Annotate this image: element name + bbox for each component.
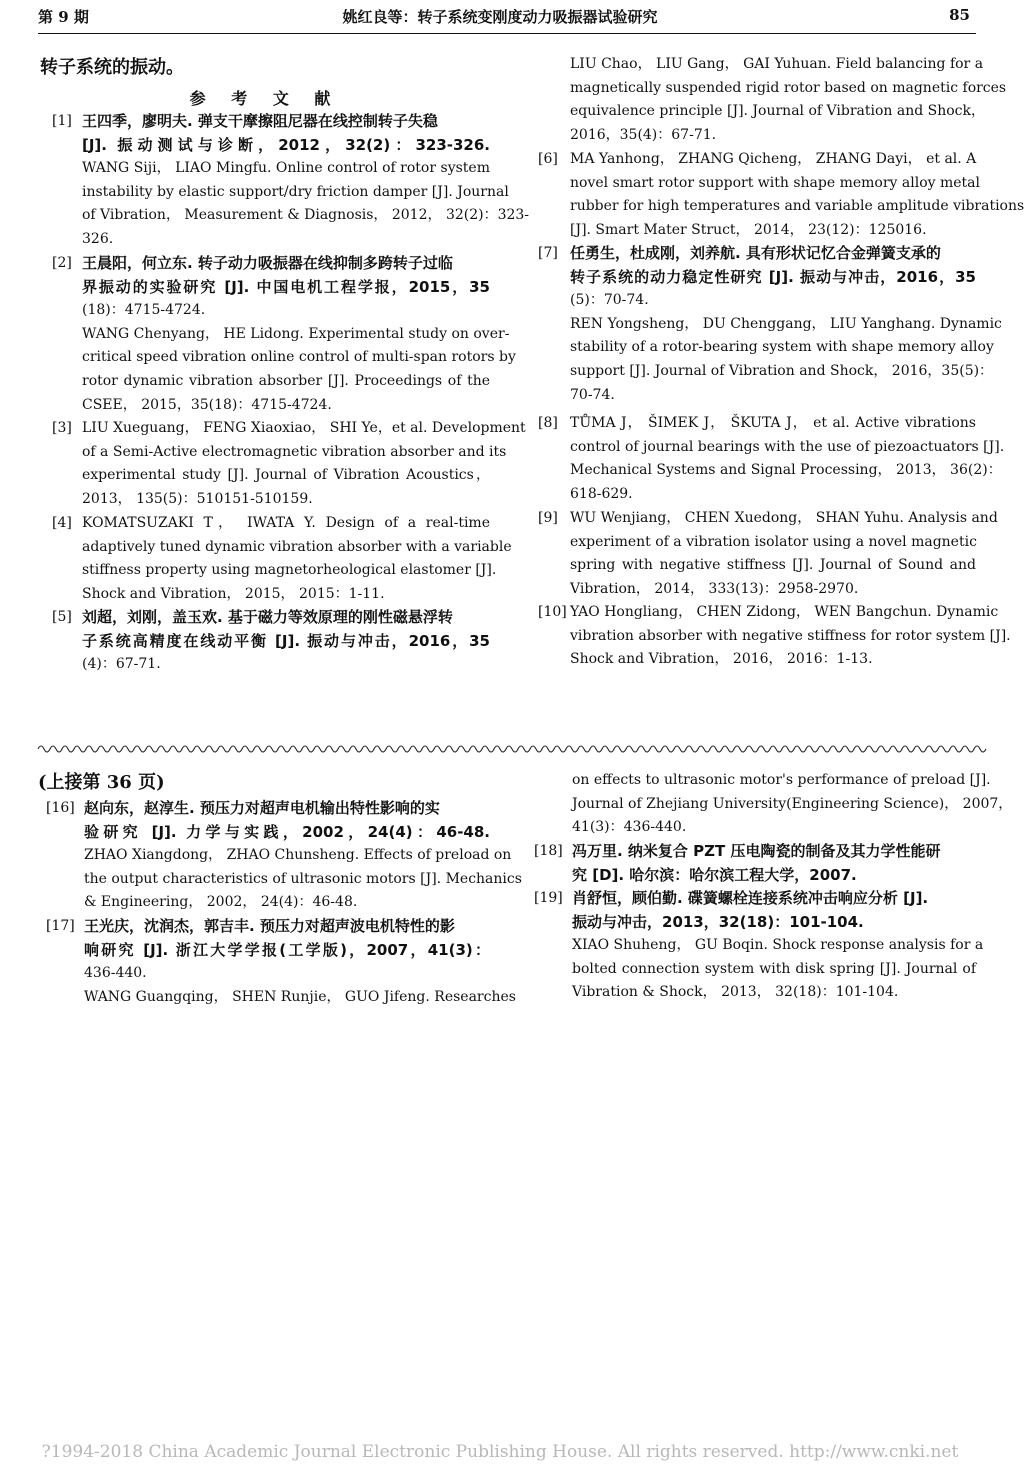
reference-line: (5)：70-74. bbox=[570, 292, 649, 309]
reference-line: 转子系统的动力稳定性研究 [J]. 振动与冲击，2016，35 bbox=[570, 267, 976, 286]
reference-line: 子系统高精度在线动平衡 [J]. 振动与冲击，2016，35 bbox=[82, 631, 490, 650]
reference-number: [9] bbox=[538, 510, 558, 526]
reference-line: magnetically suspended rigid rotor based on magnetic forces bbox=[570, 79, 1007, 96]
continued-from-label: (上接第 36 页) bbox=[38, 772, 165, 793]
reference-line: [J]. Smart Mater Struct， 2014， 23(12)：125016. bbox=[570, 221, 927, 238]
reference-line: spring with negative stiffness [J]. Journal of Sound and bbox=[570, 557, 976, 574]
reference-line: 2013， 135(5)：510151-510159. bbox=[82, 490, 313, 507]
reference-line: 70-74. bbox=[570, 386, 615, 403]
reference-line: Shock and Vibration， 2015， 2015：1-11. bbox=[82, 585, 385, 602]
reference-line: of Vibration， Measurement & Diagnosis， 2012， 32(2)：323- bbox=[82, 207, 530, 224]
reference-line: experimental study [J]. Journal of Vibration Acoustics， bbox=[82, 467, 490, 484]
reference-line: CSEE， 2015，35(18)：4715-4724. bbox=[82, 396, 332, 413]
reference-line: critical speed vibration online control of multi-span rotors by bbox=[82, 349, 516, 366]
references-title: 参 考 文 献 bbox=[189, 89, 341, 108]
reference-line: novel smart rotor support with shape memory alloy metal bbox=[570, 174, 980, 191]
reference-line: TŮMA J， ŠIMEK J， ŠKUTA J， et al. Active vibrations bbox=[570, 415, 976, 431]
reference-line: 肖舒恒，顾伯勤. 碟簧螺栓连接系统冲击响应分析 [J]. bbox=[572, 889, 929, 907]
reference-line: LIU Chao， LIU Gang， GAI Yuhuan. Field balancing for a bbox=[570, 56, 984, 72]
reference-line: control of journal bearings with the use of piezoactuators [J]. bbox=[570, 438, 1005, 455]
reference-line: on effects to ultrasonic motor's performance of preload [J]. bbox=[572, 772, 991, 788]
reference-item bbox=[538, 148, 1024, 242]
reference-line: Shock and Vibration， 2016， 2016：1-13. bbox=[570, 651, 873, 668]
page-number: 85 bbox=[949, 6, 970, 24]
running-title: 姚红良等：转子系统变刚度动力吸振器试验研究 bbox=[342, 8, 658, 26]
reference-line: 刘超，刘刚，盖玉欢. 基于磁力等效原理的刚性磁悬浮转 bbox=[82, 608, 453, 626]
reference-line: 618-629. bbox=[570, 485, 633, 502]
reference-line: vibration absorber with negative stiffness for rotor system [J]. bbox=[570, 627, 1011, 644]
reference-line: & Engineering， 2002， 24(4)：46-48. bbox=[84, 894, 358, 911]
reference-item bbox=[52, 417, 526, 511]
section-divider bbox=[38, 742, 976, 756]
reference-number: [19] bbox=[534, 890, 563, 906]
reference-item bbox=[52, 110, 530, 252]
reference-line: 响研究 [J]. 浙江大学学报(工学版)，2007，41(3)： bbox=[84, 940, 490, 959]
reference-line: MA Yanhong， ZHANG Qicheng， ZHANG Dayi， et al. A bbox=[570, 151, 977, 167]
reference-line: (4)：67-71. bbox=[82, 656, 161, 673]
reference-line: 究 [D]. 哈尔滨：哈尔滨工程大学，2007. bbox=[572, 865, 857, 884]
reference-line: WANG Guangqing， SHEN Runjie， GUO Jifeng. Researches bbox=[84, 988, 516, 1005]
lead-text: 转子系统的振动。 bbox=[40, 57, 184, 78]
reference-line: rubber for high temperatures and variable amplitude vibrations bbox=[570, 198, 1024, 215]
reference-item bbox=[46, 915, 516, 1009]
reference-line: Mechanical Systems and Signal Processing， 2013， 36(2)： bbox=[570, 462, 1002, 479]
reference-number: [8] bbox=[538, 415, 558, 431]
reference-line: 2016，35(4)：67-71. bbox=[570, 126, 717, 143]
reference-item-continued bbox=[570, 53, 1007, 147]
reference-line: YAO Hongliang， CHEN Zidong， WEN Bangchun. Dynamic bbox=[570, 604, 999, 620]
reference-number: [4] bbox=[52, 515, 72, 531]
reference-item bbox=[534, 840, 976, 887]
reference-number: [17] bbox=[46, 918, 75, 934]
reference-item bbox=[52, 512, 512, 606]
reference-line: 振动与冲击，2013，32(18)：101-104. bbox=[572, 912, 864, 931]
reference-item bbox=[538, 412, 1005, 506]
reference-number: [18] bbox=[534, 843, 563, 859]
reference-line: equivalence principle [J]. Journal of Vibration and Shock， bbox=[570, 103, 986, 120]
reference-line: 王光庆，沈润杰，郭吉丰. 预压力对超声波电机特性的影 bbox=[84, 917, 455, 935]
issue-label: 第 9 期 bbox=[38, 8, 89, 26]
reference-line: 326. bbox=[82, 230, 114, 247]
reference-line: 冯万里. 纳米复合 PZT 压电陶瓷的制备及其力学性能研 bbox=[572, 842, 941, 860]
reference-line: rotor dynamic vibration absorber [J]. Proceedings of the bbox=[82, 372, 490, 389]
reference-number: [5] bbox=[52, 609, 72, 625]
reference-line: 41(3)：436-440. bbox=[572, 819, 687, 836]
reference-line: adaptively tuned dynamic vibration absorber with a variable bbox=[82, 538, 512, 555]
reference-line: REN Yongsheng， DU Chenggang， LIU Yanghang. Dynamic bbox=[570, 315, 1002, 332]
reference-item bbox=[538, 507, 998, 601]
reference-number: [2] bbox=[52, 255, 72, 271]
reference-line: stiffness property using magnetorheological elastomer [J]. bbox=[82, 562, 497, 579]
reference-line: KOMATSUZAKI T， IWATA Y. Design of a real-time bbox=[82, 515, 490, 531]
reference-line: LIU Xueguang， FENG Xiaoxiao， SHI Ye，et al. Development bbox=[82, 420, 526, 436]
reference-item bbox=[52, 606, 490, 677]
reference-item bbox=[538, 601, 1011, 672]
reference-line: 436-440. bbox=[84, 965, 147, 982]
reference-line: 赵向东，赵淳生. 预压力对超声电机输出特性影响的实 bbox=[84, 799, 440, 817]
reference-line: WU Wenjiang， CHEN Xuedong， SHAN Yuhu. Analysis and bbox=[570, 510, 998, 526]
reference-line: Journal of Zhejiang University(Engineering Science)， 2007， bbox=[572, 795, 1013, 812]
copyright-footer: ?1994-2018 China Academic Journal Electronic Publishing House. All rights reserved. http://www.cnki.net bbox=[41, 1442, 959, 1462]
reference-item bbox=[46, 797, 522, 915]
reference-line: instability by elastic support/dry friction damper [J]. Journal bbox=[82, 183, 509, 200]
reference-line: 任勇生，杜成刚，刘养航. 具有形状记忆合金弹簧支承的 bbox=[570, 244, 941, 262]
reference-line: 王晨阳，何立东. 转子动力吸振器在线抑制多跨转子过临 bbox=[82, 254, 453, 272]
reference-line: experiment of a vibration isolator using a novel magnetic bbox=[570, 533, 977, 550]
reference-number: [16] bbox=[46, 800, 75, 816]
reference-line: Vibration & Shock， 2013， 32(18)：101-104. bbox=[572, 984, 899, 1001]
reference-item-continued bbox=[572, 769, 1013, 840]
reference-number: [7] bbox=[538, 245, 558, 261]
reference-line: [J]. 振动测试与诊断，2012，32(2)：323-326. bbox=[82, 135, 490, 154]
reference-line: 界振动的实验研究 [J]. 中国电机工程学报，2015，35 bbox=[82, 277, 490, 296]
reference-line: 验研究 [J]. 力学与实践，2002，24(4)：46-48. bbox=[84, 822, 490, 841]
reference-line: (18)：4715-4724. bbox=[82, 302, 206, 319]
reference-number: [6] bbox=[538, 151, 558, 167]
reference-line: WANG Chenyang， HE Lidong. Experimental study on over- bbox=[82, 325, 510, 342]
reference-line: XIAO Shuheng， GU Boqin. Shock response analysis for a bbox=[572, 937, 984, 954]
reference-line: bolted connection system with disk spring [J]. Journal of bbox=[572, 960, 976, 977]
reference-item bbox=[534, 887, 984, 1005]
reference-line: Vibration， 2014， 333(13)：2958-2970. bbox=[570, 580, 859, 597]
reference-line: stability of a rotor-bearing system with shape memory alloy bbox=[570, 339, 994, 356]
reference-item bbox=[538, 242, 1002, 407]
reference-line: ZHAO Xiangdong， ZHAO Chunsheng. Effects of preload on bbox=[84, 847, 512, 864]
reference-number: [1] bbox=[52, 113, 72, 129]
reference-line: of a Semi-Active electromagnetic vibration absorber and its bbox=[82, 443, 507, 460]
reference-line: the output characteristics of ultrasonic motors [J]. Mechanics bbox=[84, 870, 522, 887]
reference-line: WANG Siji， LIAO Mingfu. Online control of rotor system bbox=[82, 160, 490, 177]
reference-number: [10] bbox=[538, 604, 567, 620]
reference-line: 王四季，廖明夫. 弹支干摩擦阻尼器在线控制转子失稳 bbox=[82, 112, 438, 130]
reference-number: [3] bbox=[52, 420, 72, 436]
reference-item bbox=[52, 252, 516, 417]
reference-line: support [J]. Journal of Vibration and Shock， 2016，35(5)： bbox=[570, 362, 994, 379]
header-rule bbox=[38, 33, 976, 34]
